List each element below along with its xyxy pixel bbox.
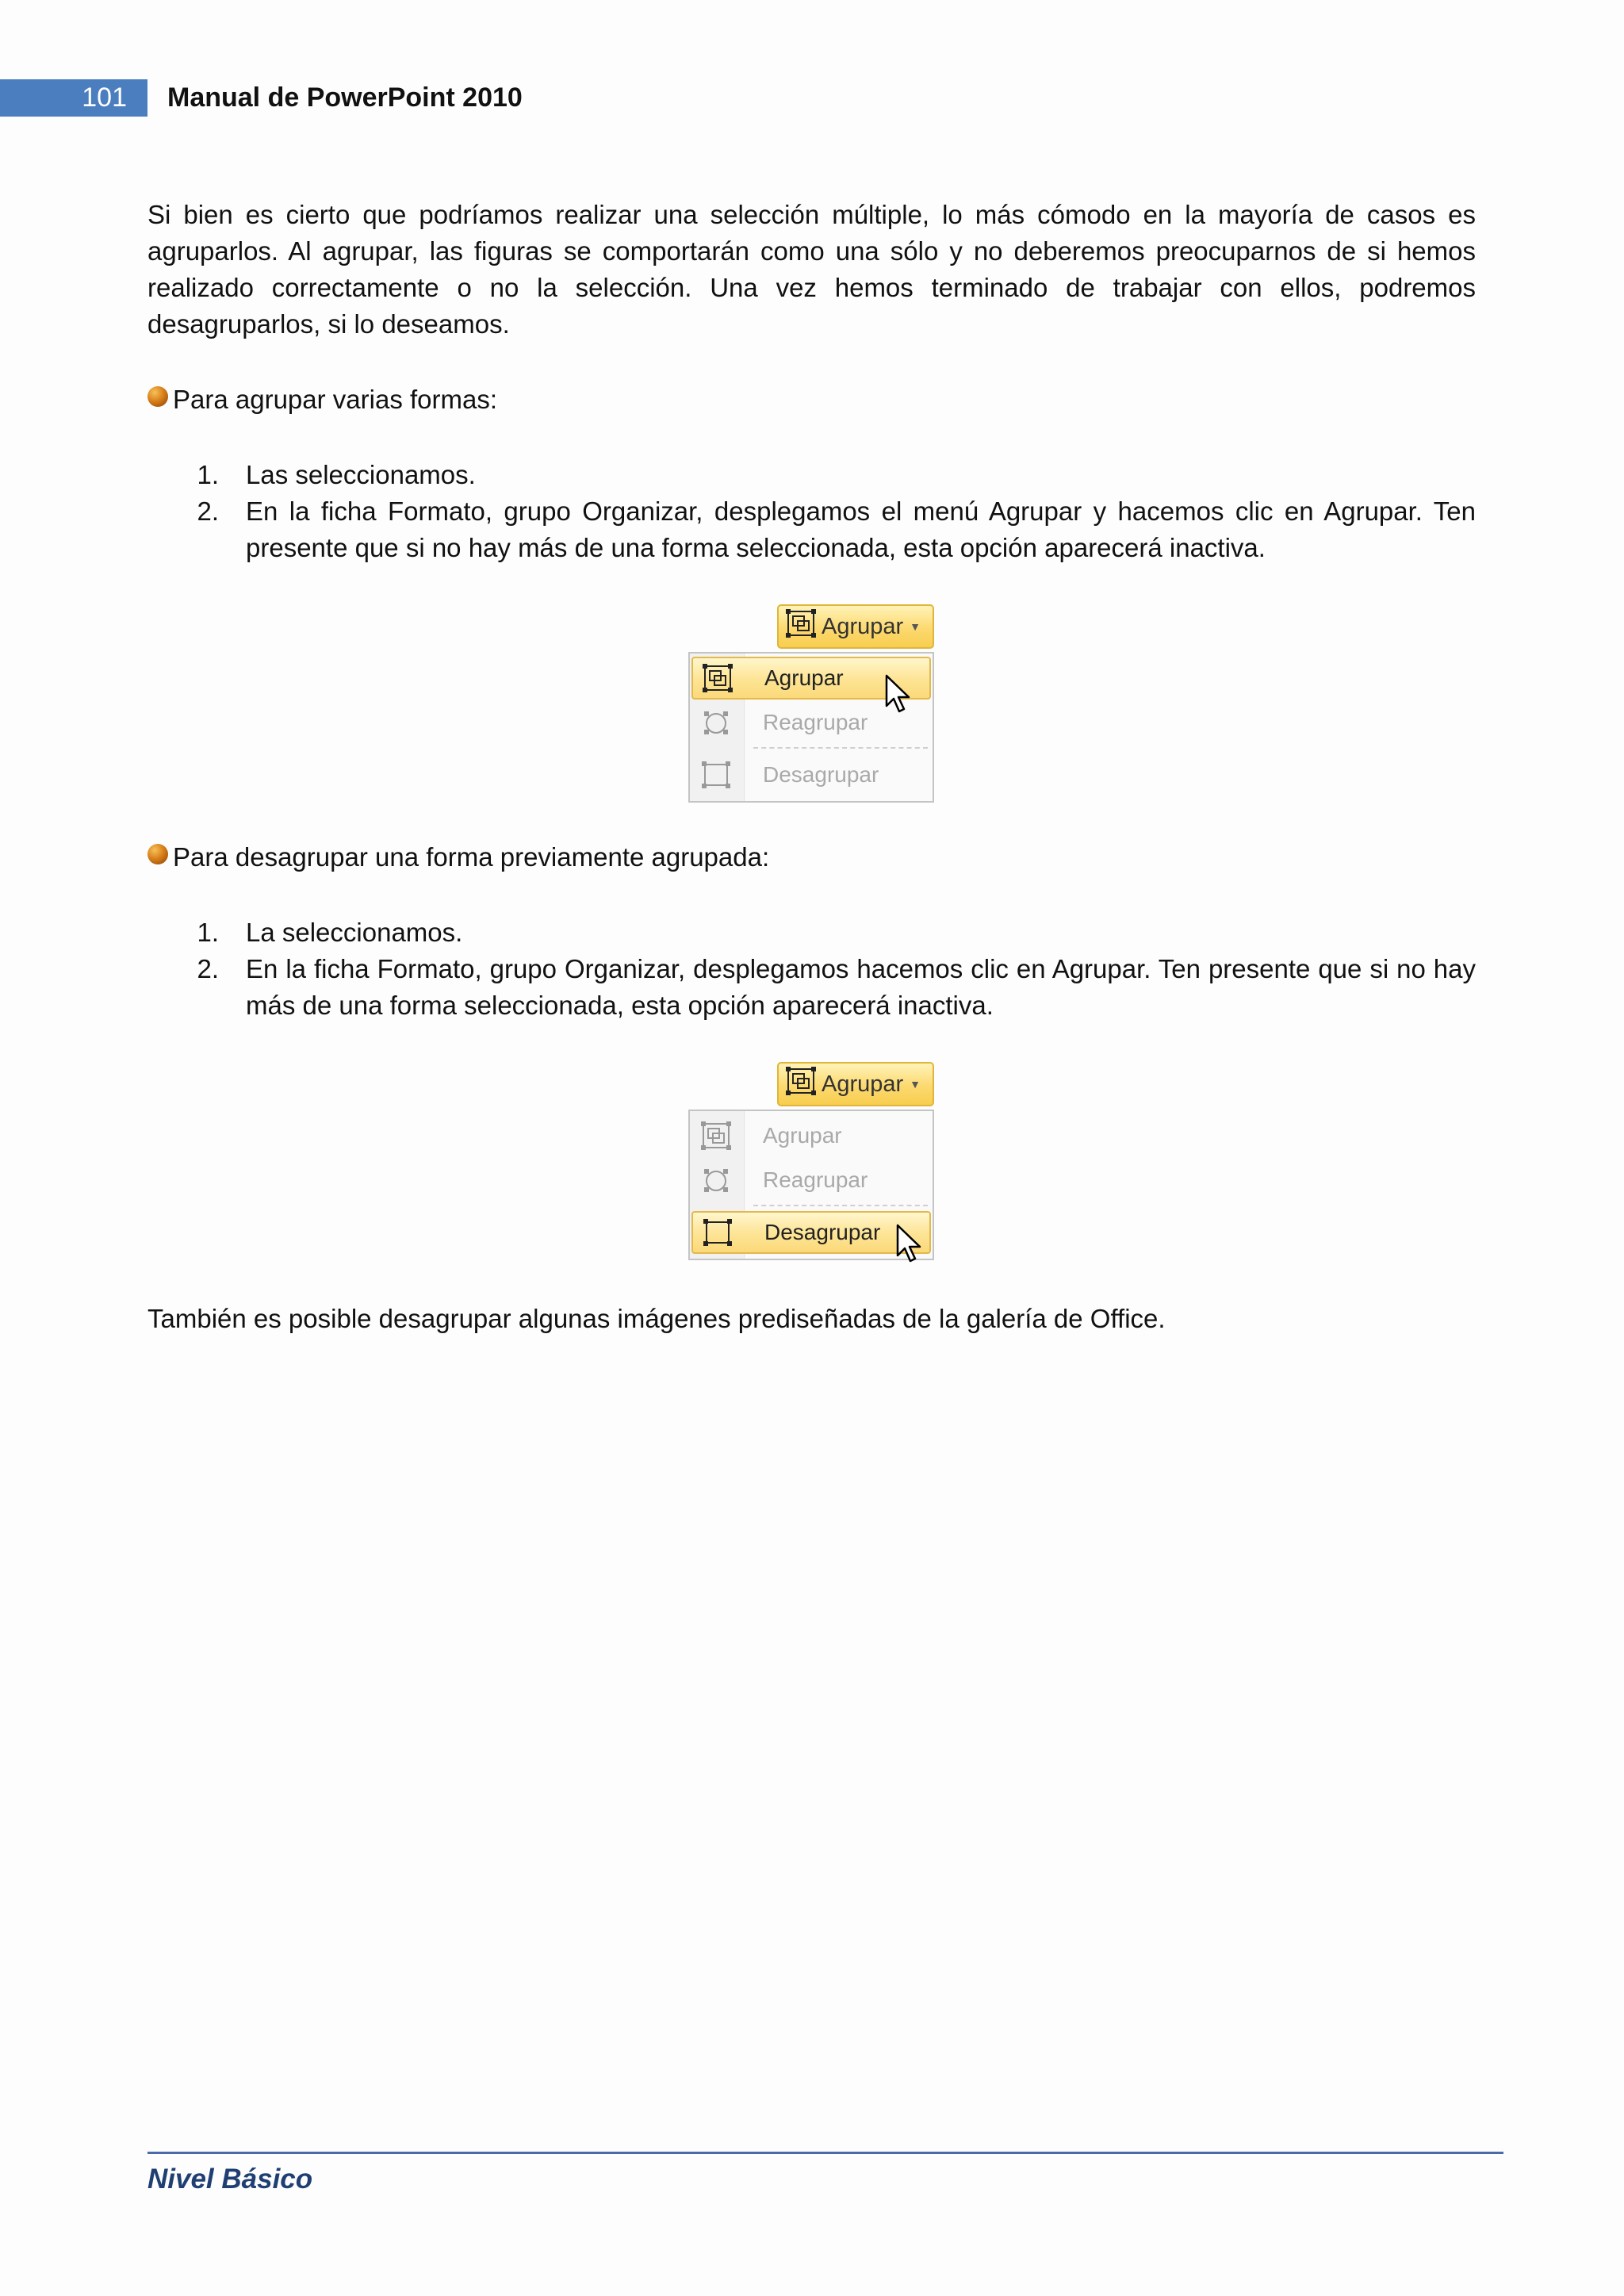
list-item [147,493,1476,566]
section-group-heading [147,381,1476,418]
list-item-number: 2. [197,496,219,526]
list-item [147,951,1476,1024]
mouse-cursor-icon [896,1224,925,1267]
group-icon [691,1121,741,1151]
group-icon [785,1066,817,1102]
group-icon [785,608,817,645]
menu-item-label: Agrupar [763,1123,842,1148]
list-item-number: 1. [197,460,219,489]
footer-level-label: Nivel Básico [147,2164,313,2194]
list-item-text: La seleccionamos. [246,918,463,947]
footer-rule [147,2152,1503,2154]
list-item-number: 1. [197,918,219,947]
section-ungroup-heading [147,839,1476,876]
agrupar-dropdown-button[interactable] [777,1062,934,1106]
page-number: 101 [82,82,127,113]
orange-bullet-icon [147,386,168,407]
agrupar-button-label: Agrupar [822,613,904,639]
orange-bullet-icon [147,844,168,864]
chevron-down-icon: ▼ [910,1078,921,1091]
menu-item-reagrupar[interactable] [691,1159,931,1202]
intro-paragraph: Si bien es cierto que podríamos realizar una selección múltiple, lo más cómodo en la mayoría de casos es agruparlos. Al agrupar, las figuras se comportarán como una sólo y no deberemos preocuparnos de si hemos realizado correctamente o no la selección. Una vez hemos terminado de trabajar con ellos, podremos desagruparlos, si lo deseamos. [147,200,1476,339]
agrupar-dropdown-button[interactable] [777,604,934,649]
page-number-band [0,79,147,117]
list-item [147,914,1476,951]
section-group-heading-text: Para agrupar varias formas: [173,385,498,414]
agrupar-menu-screenshot-2 [688,1062,936,1262]
document-title: Manual de PowerPoint 2010 [167,82,523,113]
regroup-icon [691,1165,741,1195]
list-item-text: Las seleccionamos. [246,460,476,489]
mouse-cursor-icon [885,674,914,718]
menu-separator [753,1205,928,1206]
menu-item-label: Reagrupar [763,1167,868,1192]
menu-item-agrupar[interactable] [691,1114,931,1157]
list-item-text: En la ficha Formato, grupo Organizar, desplegamos hacemos clic en Agrupar. Ten presente que si no hay más de una forma seleccionada, esta opción aparecerá inactiva. [246,954,1476,1020]
section-group-steps [147,457,1476,566]
closing-paragraph: También es posible desagrupar algunas imágenes prediseñadas de la galería de Office. [147,1304,1166,1333]
menu-item-desagrupar[interactable] [691,1211,931,1254]
menu-item-label: Desagrupar [764,1220,881,1244]
ungroup-icon [691,760,741,790]
menu-item-desagrupar[interactable] [691,753,931,796]
chevron-down-icon: ▼ [910,620,921,633]
menu-separator [753,747,928,749]
menu-item-label: Desagrupar [763,762,879,787]
menu-item-label: Reagrupar [763,710,868,734]
menu-item-label: Agrupar [764,665,844,690]
list-item [147,457,1476,493]
group-icon [693,663,742,693]
agrupar-menu-screenshot-1 [688,604,936,804]
section-ungroup-steps [147,914,1476,1024]
ungroup-icon [693,1217,742,1248]
section-ungroup-heading-text: Para desagrupar una forma previamente agrupada: [173,842,770,872]
regroup-icon [691,707,741,738]
agrupar-button-label: Agrupar [822,1071,904,1097]
list-item-text: En la ficha Formato, grupo Organizar, desplegamos el menú Agrupar y hacemos clic en Agrupar. Ten presente que si no hay más de una forma seleccionada, esta opción aparecerá inactiva. [246,496,1476,562]
list-item-number: 2. [197,954,219,983]
